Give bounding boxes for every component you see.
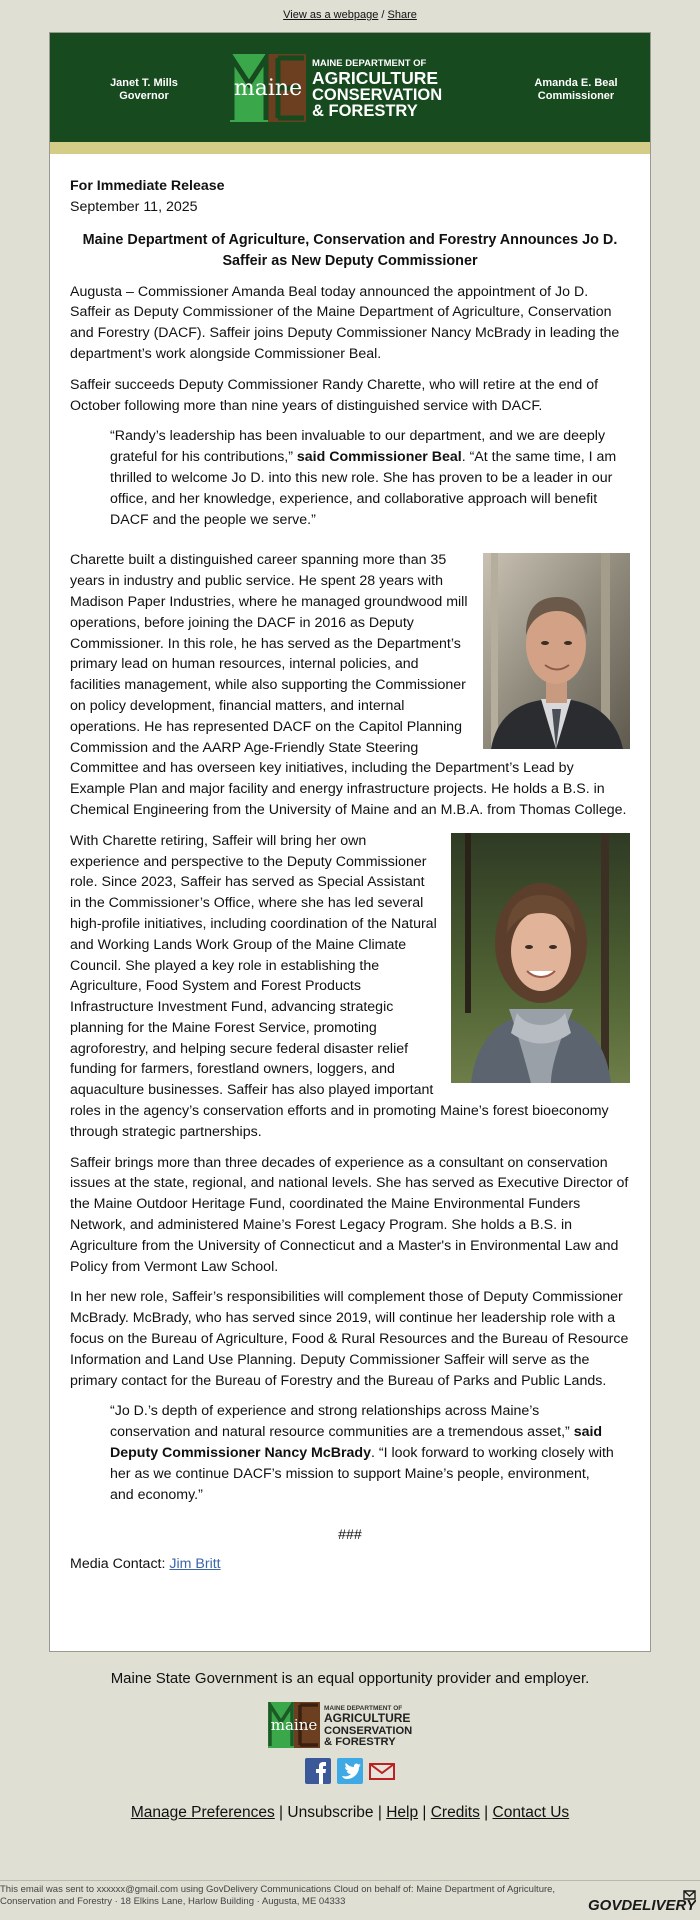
delivery-notice-line2: Conservation and Forestry · 18 Elkins Lane, Harlow Building · Augusta, ME 04333: [0, 1896, 346, 1907]
logo-line2: AGRICULTURE: [312, 68, 439, 88]
quote-mcbrady-rest: . “I look forward to working closely with her as we continue DACF’s mission to support Maine’s people, environment, and economy.”: [110, 1445, 614, 1503]
pref-separator: |: [279, 1804, 284, 1821]
quote-beal-rest: . “At the same time, I am thrilled to welcome Jo D. into this new role. She has proven to be a leader in our office, and her knowledge, experience, and collaborative approach will benefit DACF and the people we serve.”: [110, 449, 617, 528]
unsubscribe-link[interactable]: Unsubscribe: [287, 1804, 374, 1821]
pref-separator: |: [377, 1804, 382, 1821]
delivery-notice: [0, 1884, 590, 1908]
delivery-notice-line1: This email was sent to xxxxxx@gmail.com using GovDelivery Communications Cloud on behalf of: Maine Department of Agriculture,: [0, 1884, 556, 1895]
governor-block: [79, 77, 209, 103]
logo-word: maine: [233, 76, 303, 101]
preferences-bar: [0, 1804, 700, 1822]
manage-preferences-link[interactable]: Manage Preferences: [130, 1804, 275, 1821]
view-as-webpage-link[interactable]: View as a webpage: [283, 9, 379, 21]
footer-dacf-logo[interactable]: [268, 1702, 433, 1748]
footer-logo-line1: MAINE DEPARTMENT OF: [324, 1705, 403, 1712]
charette-photo: [483, 553, 630, 749]
commissioner-name: Amanda E. Beal: [534, 77, 618, 89]
commissioner-block: [511, 77, 641, 103]
governor-name: Janet T. Mills: [110, 77, 178, 89]
logo-line3: CONSERVATION: [312, 86, 443, 104]
twitter-icon[interactable]: [337, 1758, 363, 1784]
paragraph-succession: Saffeir succeeds Deputy Commissioner Randy Charette, who will retire at the end of October following more than nine years of distinguished service with DACF.: [70, 376, 599, 414]
bottom-divider: [0, 1880, 700, 1881]
release-body: [50, 154, 650, 1575]
top-link-separator: /: [381, 9, 385, 21]
media-contact: [70, 1554, 630, 1575]
quote-mcbrady-open: “Jo D.’s depth of experience and strong relationships across Maine’s conservation and natural resource communities are a tremendous asset,”: [110, 1403, 570, 1441]
social-links: [0, 1758, 700, 1784]
media-contact-link[interactable]: Jim Britt: [169, 1556, 221, 1573]
quote-beal-open: “Randy’s leadership has been invaluable to our department, and we are deeply grateful for his contributions,”: [110, 428, 606, 466]
footer-logo-line2: AGRICULTURE: [324, 1711, 411, 1725]
footer-logo-line4: & FORESTRY: [324, 1736, 396, 1748]
paragraph-saffeir-experience: Saffeir brings more than three decades of experience as a consultant on conservation issues at the state, regional, and national levels. She has served as Executive Director of the Maine Outdoor Heritage Fund, coordinated the Maine Environmental Funders Network, and administered Maine’s Forest Legacy Program. She holds a B.S. in Agriculture from the University of Connecticut and a Master's in Environmental Law and Policy from Vermont Law School.: [70, 1154, 629, 1275]
pref-separator: |: [484, 1804, 489, 1821]
paragraph-intro: Augusta – Commissioner Amanda Beal today announced the appointment of Jo D. Saffeir as Deputy Commissioner of the Maine Department of Agriculture, Conservation and Forestry (DACF). Saffeir joins Deputy Commissioner Nancy McBrady in leading the department’s work alongside Commissioner Beal.: [70, 283, 620, 362]
footer-logo-line3: CONSERVATION: [324, 1725, 413, 1737]
quote-beal-attribution: said Commissioner Beal: [296, 449, 462, 466]
paragraph-charette: Charette built a distinguished career spanning more than 35 years in industry and public service. He spent 28 years with Madison Paper Industries, where he managed groundwood mill operations, before joining the DACF in 2016 as Deputy Commissioner. In this role, he has served as the Department’s primary lead on human resources, internal policies, and facilities management, while also supporting the Commissioner on policy development, financial matters, and internal operations. He has represented DACF on the Capitol Planning Commission and the AARP Age-Friendly State Steering Committee and has overseen key initiatives, including the Department’s Lead by Example Plan and major facility and energy infrastructure projects. He holds a B.S. in Chemical Engineering from the University of Maine and an M.B.A. from Thomas College.: [70, 552, 627, 818]
govdelivery-logo[interactable]: [586, 1888, 696, 1914]
newsletter-card: [49, 32, 651, 1652]
governor-title: Governor: [119, 90, 169, 102]
help-link[interactable]: Help: [386, 1804, 419, 1821]
release-date: September 11, 2025: [70, 198, 198, 215]
equal-opportunity-statement: Maine State Government is an equal opportunity provider and employer.: [110, 1670, 590, 1687]
paragraph-saffeir-role: With Charette retiring, Saffeir will bring her own experience and perspective to the Deputy Commissioner role. Since 2023, Saffeir has served as Special Assistant in the Commissioner’s Office, where she has led several high-profile initiatives, including coordination of the Natural and Working Lands Work Group of the Maine Climate Council. She played a key role in establishing the Agriculture, Food System and Forest Products Infrastructure Investment Fund, advancing strategic planning for the Maine Forest Service, promoting agroforestry, and helping secure federal disaster relief funding for farmers, forestland owners, loggers, and aquaculture businesses. Saffeir has also played important roles in the agency’s conservation efforts and in promoting Maine’s forest bioeconomy through strategic partnerships.: [70, 832, 609, 1140]
header-banner: [50, 33, 650, 142]
quote-mcbrady: [70, 1401, 630, 1505]
govdelivery-wordmark: GOVDELIVERY: [588, 1897, 696, 1914]
top-links: [0, 0, 700, 24]
end-marker: ###: [338, 1527, 362, 1544]
commissioner-title: Commissioner: [537, 90, 615, 102]
credits-link[interactable]: Credits: [430, 1804, 480, 1821]
facebook-icon[interactable]: [305, 1758, 331, 1784]
media-contact-label: Media Contact:: [70, 1556, 166, 1573]
email-icon[interactable]: [369, 1758, 395, 1784]
quote-beal: [70, 426, 630, 530]
dacf-logo[interactable]: [230, 54, 470, 122]
gold-divider: [50, 142, 650, 154]
paragraph-responsibilities: In her new role, Saffeir’s responsibilities will complement those of Deputy Commissioner McBrady. McBrady, who has served since 2019, will continue her leadership role with a focus on the Bureau of Agriculture, Food & Rural Resources and the Bureau of Resource Information and Land Use Planning. Deputy Commissioner Saffeir will serve as the primary contact for the Bureau of Forestry and the Bureau of Parks and Public Lands.: [70, 1289, 629, 1389]
contact-us-link[interactable]: Contact Us: [492, 1804, 570, 1821]
release-headline: Maine Department of Agriculture, Conservation and Forestry Announces Jo D. Saffeir as New Deputy Commissioner: [82, 231, 618, 269]
pref-separator: |: [422, 1804, 427, 1821]
saffeir-photo: [451, 833, 630, 1083]
release-label: For Immediate Release: [70, 178, 225, 194]
share-link[interactable]: Share: [387, 9, 417, 21]
logo-line4: & FORESTRY: [312, 102, 418, 120]
footer-logo-word: maine: [270, 1716, 318, 1734]
logo-line1: MAINE DEPARTMENT OF: [312, 58, 427, 69]
quote-mcbrady-attribution: said Deputy Commissioner Nancy McBrady: [110, 1424, 603, 1462]
